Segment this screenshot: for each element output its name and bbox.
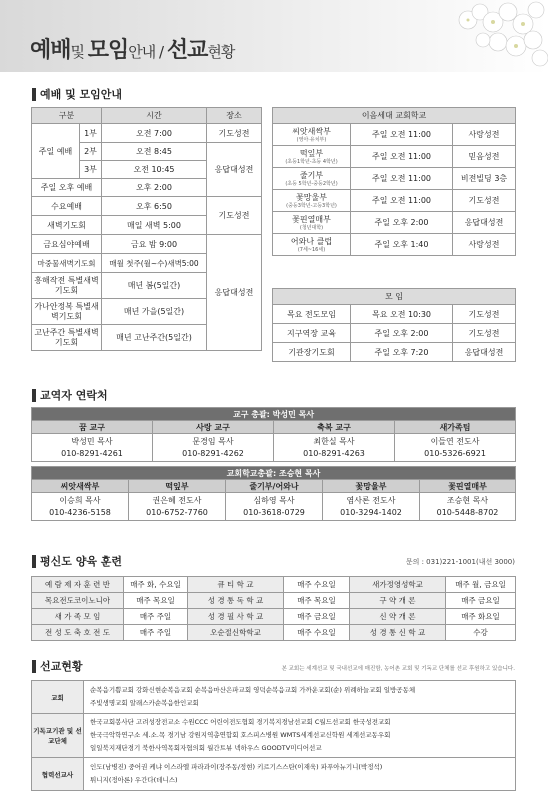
school-table: 이음세대 교회학교 씨앗새싹부 (영아·유치부) 주일 오전 11:00 사랑성전 떡잎부 (초등1학년-초등 4학년) 주일 오전 11:00 믿음성전 줄기부 (초등 5학년-중등2학년) 주일 오전 11:00 비전빌딩 3층 꽃망울부 (중등3학년-고등3학년) 주일 오전 11:00 기도성전 꽃핀열매부 (청년대학) 주일 오후 2:00 응답대성전 어와나 클럽 (7세~16세) 주일 오후 1:40 사랑성전 (272, 107, 516, 256)
mission-section-title: 선교현황 (32, 658, 83, 674)
mission-table: 교회 순복음기쁨교회 강화신현순복음교회 순복음마산은파교회 영덕순복음교회 가까운교회(순) 위례하늘교회 일방공동체 주빛생명교회 알래스카순복음한인교회 기독교기관 및 선교단체 한국교회봉사단 고려성장전교소 수원CCC 어린이전도협회 경기복지경남선교회 C월드선교회 한국성전교회 한국극악학연구소 세.소.목 경기남 강원지역총연합회 호스피스병원 WMTS세계선교신학원 세계선교동우회 일일북지재단경기 북한사역목회자협의회 월간트뷰 넥하우스 GOODTV미디어선교 협력선교사 인도(남병진) 중어권 케냐 이스라엘 파라과이(장주동/정현) 키르기스스탄(이재욱) 파푸아뉴기니(박정석) 튀니지(정아론) 우간다(데니스) (31, 680, 516, 791)
flower-decoration (438, 0, 548, 72)
staff-table-1: 교구 총괄: 박성민 목사 꿈 교구 사랑 교구 축복 교구 새가족팀 박성민 목사 010-8291-4261 문경임 목사 010-8291-4262 최한실 목사 010-8291-4263 이들연 전도사 010-5326-6921 (31, 407, 516, 462)
worship-table: 구분 시간 장소 주일 예배 1부 오전 7:00 기도성전 2부 오전 8:45 응답대성전 3부 오전 10:45 주일 오후 예배 오후 2:00 수요예배 오후 6:50 기도성전 새벽기도회 매일 새벽 5:00 금요심야예배 금요 밤 9:00 응답대성전 마중물새벽기도회 매월 첫주(월~수)새벽5:00 흥해작전 특별새벽기도회 매년 봄(5일간) 가나안정복 특별새벽기도회 매년 가을(5일간) 고난주간 특별새벽기도회 매년 고난주간(5일간) (31, 107, 262, 351)
page-header (0, 0, 548, 72)
staff-section-title: 교역자 연락처 (32, 387, 108, 403)
mission-note: 본 교회는 세계선교 및 국내선교에 매진함, 농어촌 교회 및 기독교 단체를 선교 후원하고 있습니다. (281, 666, 515, 672)
training-contact: 문의 : 031)221-1001(내선 3000) (405, 558, 515, 566)
meetings-table: 모 임 목요 전도모임 목요 오전 10:30 기도성전 지구역장 교육 주일 오후 2:00 기도성전 기관장기도회 주일 오후 7:20 응답대성전 (272, 288, 516, 362)
training-table: 예 람 제 자 훈 련 반 매주 화, 수요일 큐 티 학 교 매주 수요일 새가정영성학교 매주 월, 금요일 목요전도코이노니아 매주 목요일 성 경 통 독 학 교 매주 목요일 구 약 개 론 매주 금요일 새 가 족 모 임 매주 주일 성 경 필 사 학 교 매주 금요일 신 약 개 론 매주 화요일 전 성 도 축 호 전 도 매주 주일 오순절신학학교 매주 수요일 성 경 통 신 학 교 수강 (31, 576, 516, 641)
page-title: 예배및 모임안내 / 선교현황 (30, 38, 235, 63)
training-section-title: 평신도 양육 훈련 (32, 553, 122, 569)
worship-section-title: 예배 및 모임안내 (32, 86, 122, 102)
staff-table-2: 교회학교총괄: 조승현 목사 씨앗새싹부 떡잎부 줄기부/어와나 꽃망울부 꽃핀열매부 이승희 목사 010-4236-5158 권은혜 전도사 010-6752-7760 심하영 목사 010-3618-0729 염사론 전도사 010-3294-1402 조승현 목사 010-5448-8702 (31, 466, 516, 521)
